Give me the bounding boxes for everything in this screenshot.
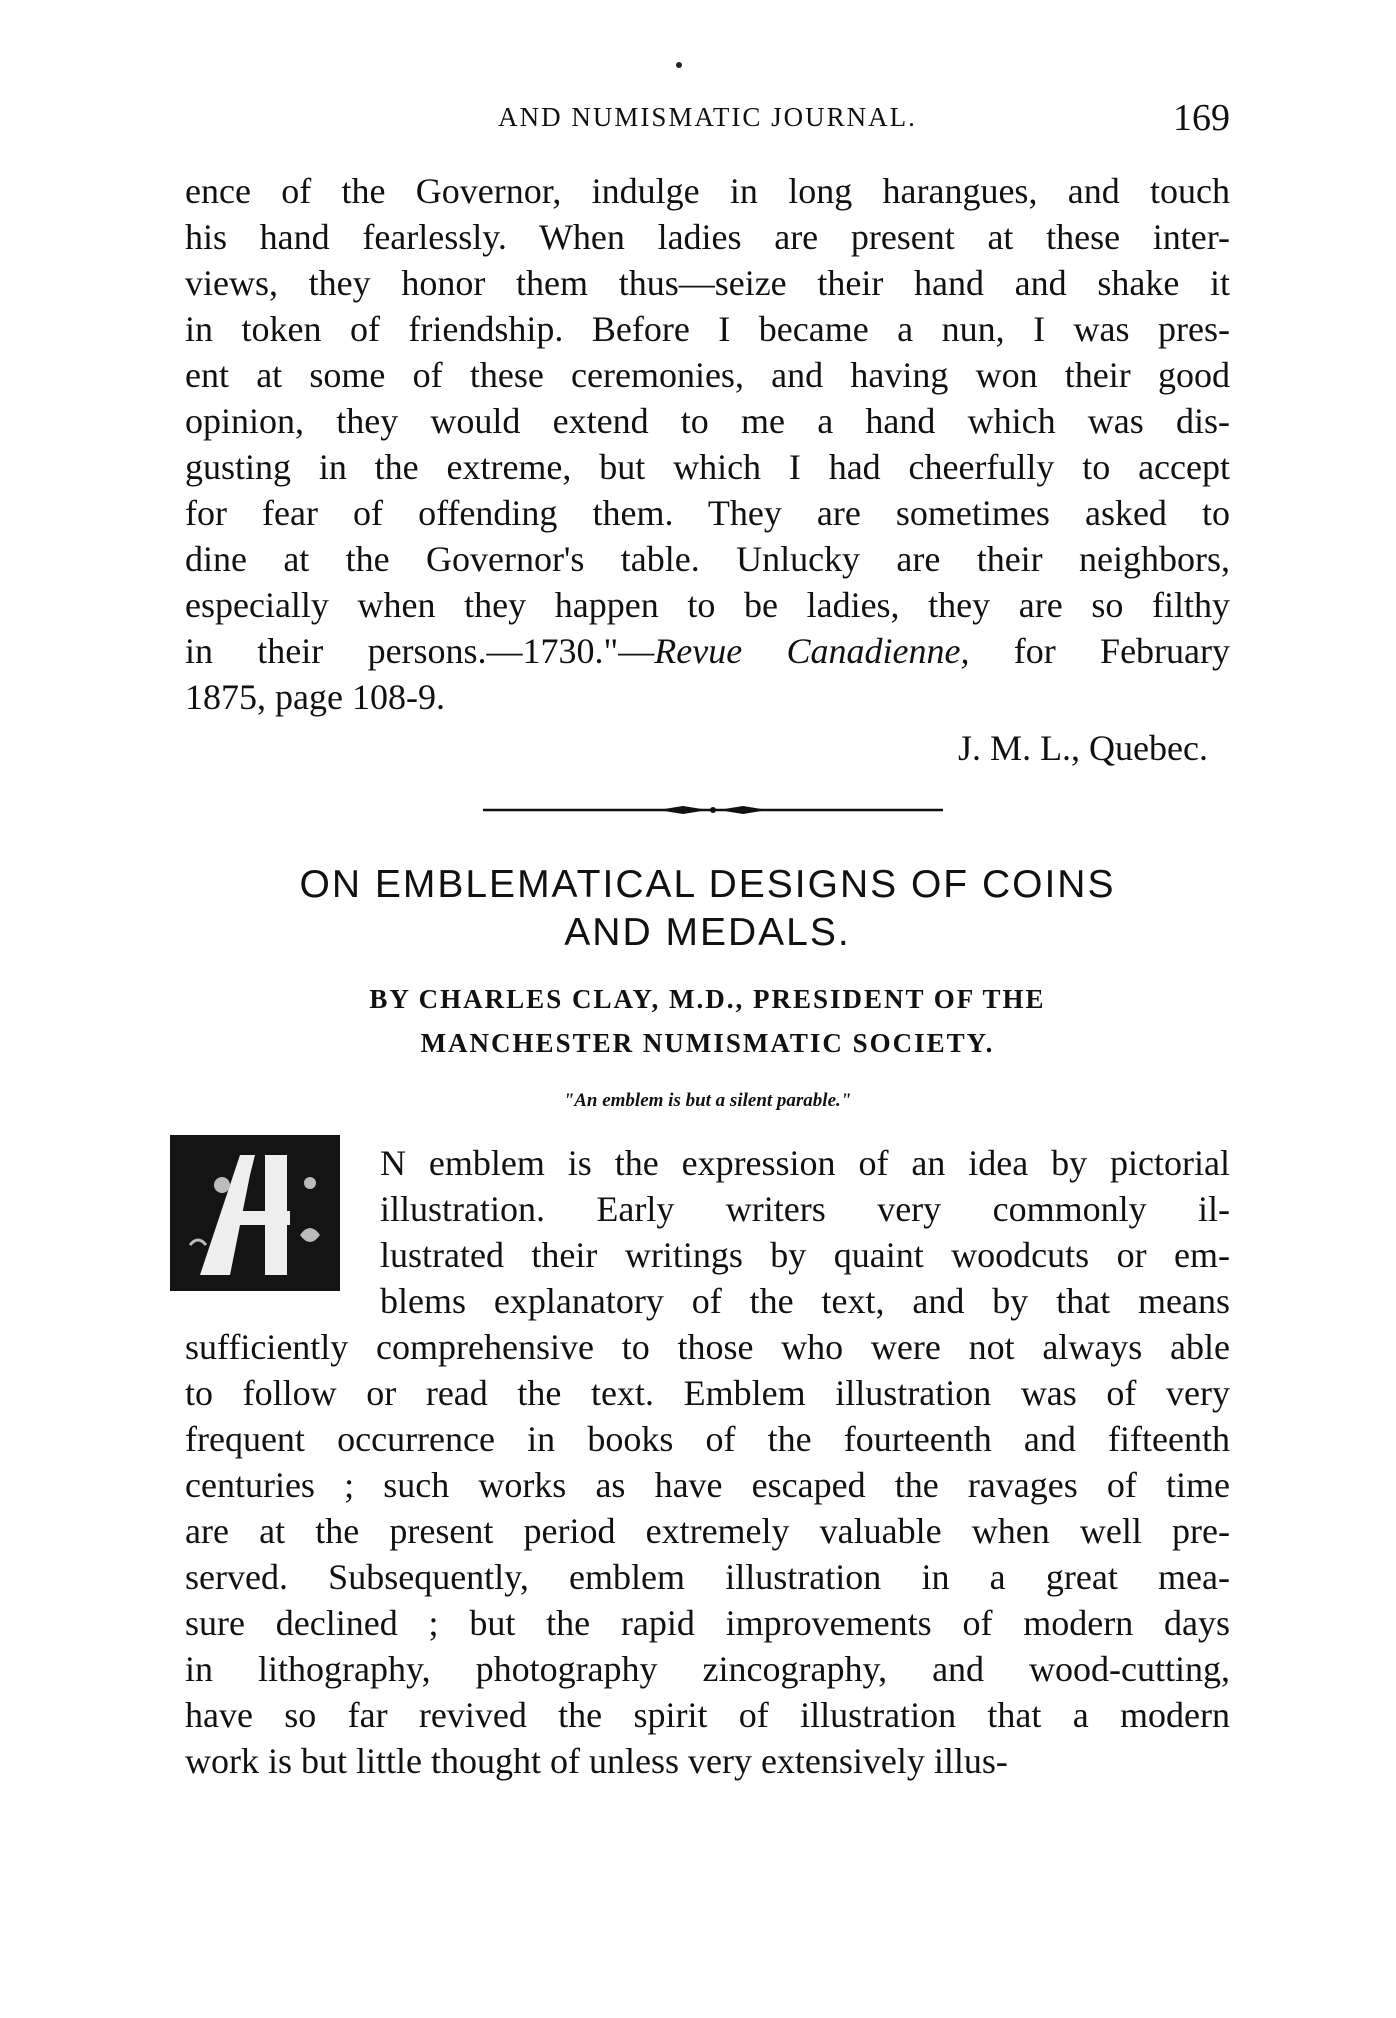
text-line: views, they honor them thus—seize their hand and shake it xyxy=(185,263,1230,303)
signature: J. M. L., Quebec. xyxy=(958,728,1208,768)
text-line: N emblem is the expression of an idea by pictorial xyxy=(380,1143,1230,1183)
text-line: served. Subsequently, emblem illustration in a great mea- xyxy=(185,1557,1230,1597)
text-line: in lithography, photography zincography, and wood-cutting, xyxy=(185,1649,1230,1689)
text-line: frequent occurrence in books of the fourteenth and fifteenth xyxy=(185,1419,1230,1459)
text-line: opinion, they would extend to me a hand which was dis- xyxy=(185,401,1230,441)
text-line: illustration. Early writers very commonly il- xyxy=(380,1189,1230,1229)
epigraph: "An emblem is but a silent parable." xyxy=(563,1090,852,1111)
cited-work: Revue Canadienne, xyxy=(654,631,970,671)
printer-mark xyxy=(676,62,682,68)
page-number: 169 xyxy=(1173,97,1230,139)
text-line: gusting in the extreme, but which I had cheerfully to accept xyxy=(185,447,1230,487)
text-line: ence of the Governor, indulge in long harangues, and touch xyxy=(185,171,1230,211)
text-line: in token of friendship. Before I became a nun, I was pres- xyxy=(185,309,1230,349)
text-line: blems explanatory of the text, and by that means xyxy=(380,1281,1230,1321)
byline-line-2: MANCHESTER NUMISMATIC SOCIETY. xyxy=(420,1028,995,1058)
text-fragment: for February xyxy=(969,631,1230,671)
running-header xyxy=(185,96,1230,140)
text-line: lustrated their writings by quaint woodcuts or em- xyxy=(380,1235,1230,1275)
article-title-line-2: AND MEDALS. xyxy=(564,911,851,954)
text-line: have so far revived the spirit of illustration that a modern xyxy=(185,1695,1230,1735)
text-line: ent at some of these ceremonies, and having won their good xyxy=(185,355,1230,395)
letter-paragraph xyxy=(185,168,1230,720)
byline-line-1: BY CHARLES CLAY, M.D., PRESIDENT OF THE xyxy=(369,984,1046,1014)
text-line: especially when they happen to be ladies, they are so filthy xyxy=(185,585,1230,625)
text-line: for fear of offending them. They are sometimes asked to xyxy=(185,493,1230,533)
text-line xyxy=(185,628,1230,674)
text-fragment: in their persons.—1730."— xyxy=(185,631,655,671)
running-title: AND NUMISMATIC JOURNAL. xyxy=(498,102,917,132)
text-line: to follow or read the text. Emblem illustration was of very xyxy=(185,1373,1230,1413)
ornamental-divider xyxy=(483,803,943,817)
text-line: work is but little thought of unless very extensively illus- xyxy=(185,1741,1008,1781)
text-line: are at the present period extremely valuable when well pre- xyxy=(185,1511,1230,1551)
text-line: his hand fearlessly. When ladies are present at these inter- xyxy=(185,217,1230,257)
text-line: sure declined ; but the rapid improvements of modern days xyxy=(185,1603,1230,1643)
text-line: sufficiently comprehensive to those who were not always able xyxy=(185,1327,1230,1367)
text-line: dine at the Governor's table. Unlucky are their neighbors, xyxy=(185,539,1230,579)
text-line: centuries ; such works as have escaped the ravages of time xyxy=(185,1465,1230,1505)
article-title-line-1: ON EMBLEMATICAL DESIGNS OF COINS xyxy=(299,863,1116,906)
text-line: 1875, page 108-9. xyxy=(185,677,445,717)
article-paragraph xyxy=(185,1140,1230,1784)
